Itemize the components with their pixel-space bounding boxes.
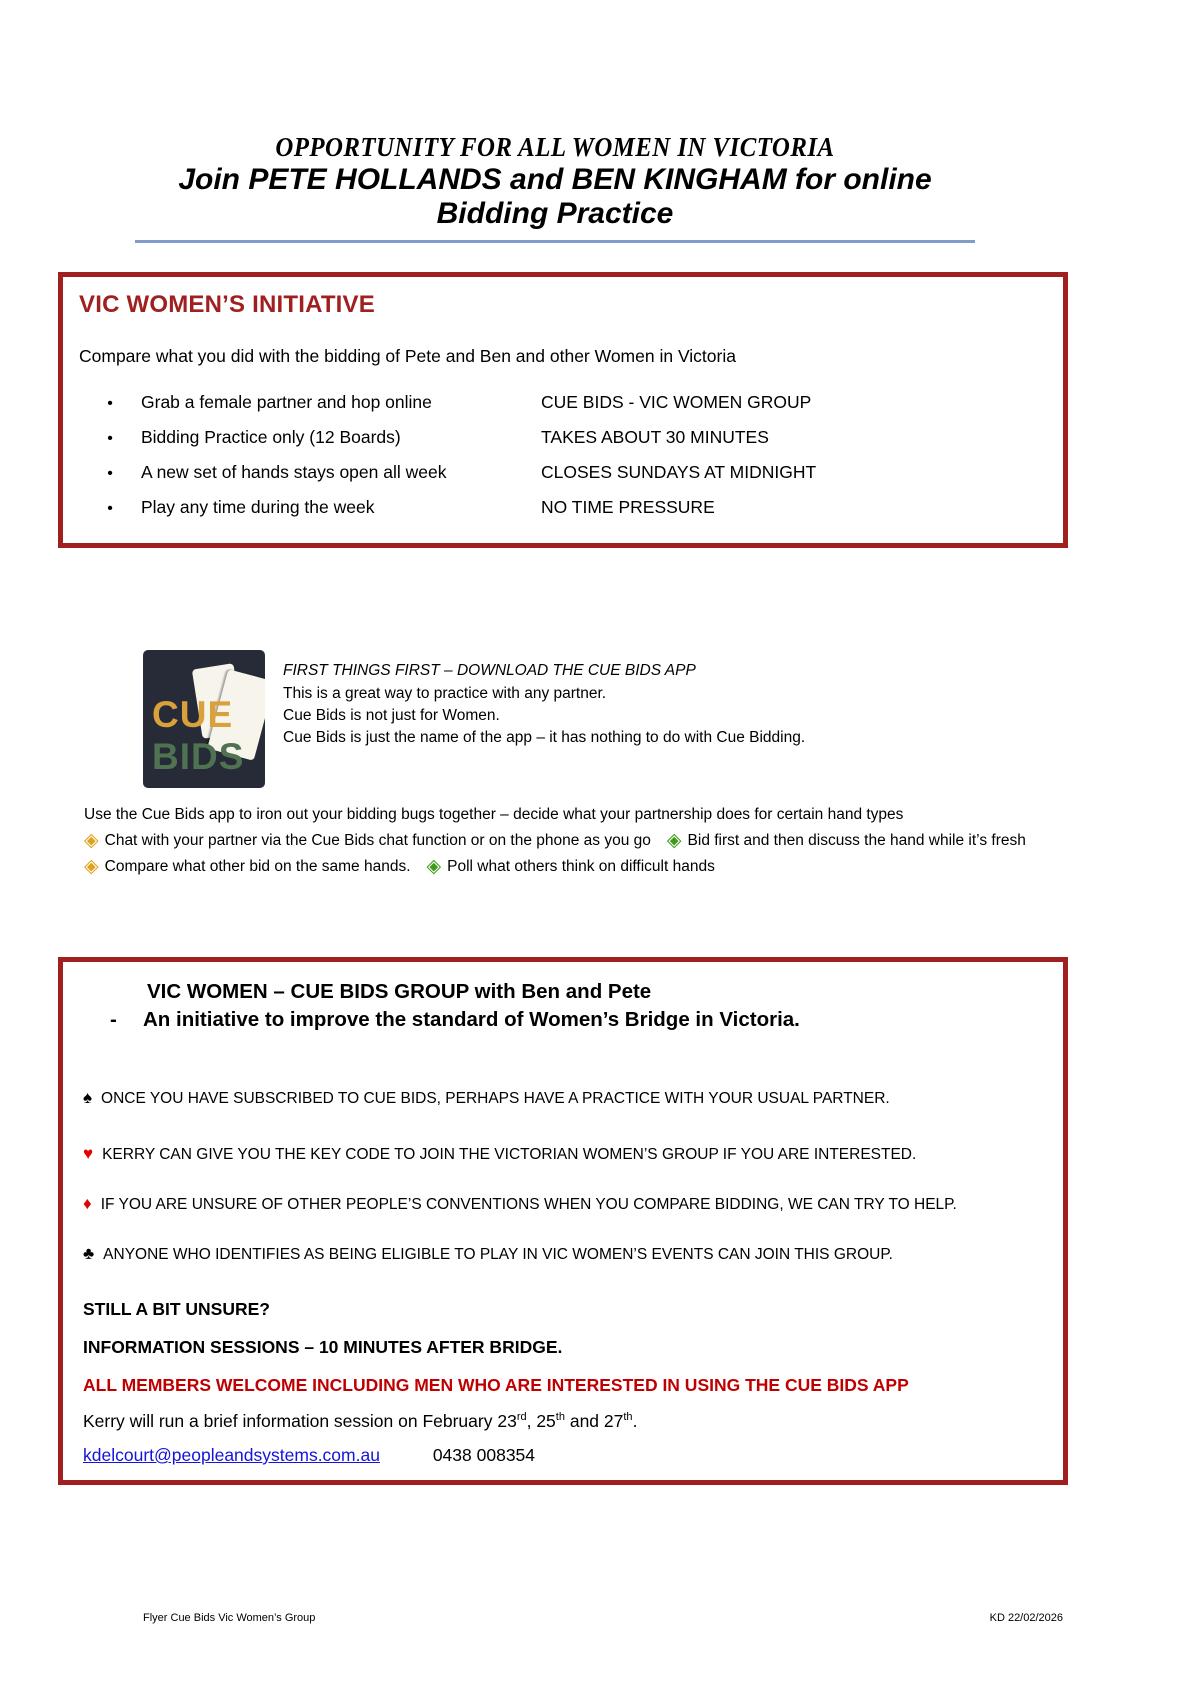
dash-marker: -: [110, 1008, 117, 1031]
session-text: and 27: [564, 1411, 624, 1431]
app-blurb-heading: FIRST THINGS FIRST – DOWNLOAD THE CUE BIDS APP: [283, 662, 696, 679]
all-members-line: ALL MEMBERS WELCOME INCLUDING MEN WHO ARE INTERESTED IN USING THE CUE BIDS APP: [83, 1375, 909, 1395]
group-heading: VIC WOMEN – CUE BIDS GROUP with Ben and Pete: [147, 980, 652, 1003]
eyebrow-title: [135, 132, 975, 163]
contact-line: [83, 1445, 1043, 1466]
title-block: [135, 132, 975, 243]
bullet-icon: •: [107, 500, 113, 517]
suit-point-text: ONCE YOU HAVE SUBSCRIBED TO CUE BIDS, PERHAPS HAVE A PRACTICE WITH YOUR USUAL PARTNER.: [101, 1090, 890, 1107]
bullet-icon: •: [107, 430, 113, 447]
page-title-line1: Join PETE HOLLANDS and BEN KINGHAM for online: [178, 163, 932, 196]
session-text: .: [632, 1411, 638, 1431]
gold-diamond-icon: ◈: [84, 856, 99, 877]
green-diamond-icon: ◈: [426, 856, 442, 877]
heart-icon: ♥: [83, 1144, 94, 1163]
sessions-line: INFORMATION SESSIONS – 10 MINUTES AFTER BRIDGE.: [83, 1337, 563, 1357]
suit-point: [83, 1144, 1043, 1164]
group-subheading: [83, 1008, 1043, 1032]
suit-point: [83, 1194, 1043, 1214]
unsure-line: STILL A BIT UNSURE?: [83, 1299, 270, 1319]
footer-version-date: KD 22/02/2026: [989, 1612, 1063, 1624]
bullet-left-text: Bidding Practice only (12 Boards): [141, 427, 401, 447]
tip-text: Poll what others think on difficult hands: [447, 857, 715, 875]
spade-icon: ♠: [83, 1088, 93, 1107]
logo-word-bids: BIDS: [152, 736, 245, 777]
email-link[interactable]: kdelcourt@peopleandsystems.com.au: [83, 1445, 380, 1465]
bullet-left-text: Grab a female partner and hop online: [141, 392, 432, 412]
bullet-right-text: CLOSES SUNDAYS AT MIDNIGHT: [541, 462, 817, 482]
app-blurb-line: Cue Bids is not just for Women.: [283, 707, 500, 724]
app-blurb: [283, 660, 805, 749]
bullet-row: [79, 427, 1047, 448]
session-text: , 25: [526, 1411, 556, 1431]
app-blurb-line: This is a great way to practice with any partner.: [283, 685, 607, 702]
bullet-left-text: A new set of hands stays open all week: [141, 462, 447, 482]
tip-text: Bid first and then discuss the hand while it’s fresh: [687, 831, 1026, 849]
bullet-right-text: TAKES ABOUT 30 MINUTES: [541, 427, 769, 447]
tips-row: [84, 857, 1144, 876]
ordinal-suffix: rd: [516, 1411, 527, 1424]
ordinal-suffix: th: [555, 1411, 565, 1424]
bullet-right-text: CUE BIDS - VIC WOMEN GROUP: [541, 392, 812, 412]
bullet-left-text: Play any time during the week: [141, 497, 375, 517]
suit-point: [83, 1088, 1043, 1108]
footer-document-title: Flyer Cue Bids Vic Women’s Group: [143, 1612, 316, 1624]
initiative-box: [58, 272, 1068, 548]
diamond-suit-icon: ♦: [83, 1194, 92, 1213]
green-diamond-icon: ◈: [666, 830, 682, 851]
tip-text: Compare what other bid on the same hands.: [104, 857, 411, 875]
bullet-right-text: NO TIME PRESSURE: [541, 497, 715, 517]
logo-word-cue: CUE: [152, 694, 234, 735]
initiative-heading: VIC WOMEN’S INITIATIVE: [79, 291, 375, 318]
suit-point-text: KERRY CAN GIVE YOU THE KEY CODE TO JOIN THE VICTORIAN WOMEN’S GROUP IF YOU ARE INTERESTED.: [102, 1146, 917, 1163]
initiative-bullet-list: [79, 392, 1047, 518]
tips-intro: Use the Cue Bids app to iron out your bidding bugs together – decide what your partnership does for certain hand types: [84, 806, 904, 823]
group-box: [58, 957, 1068, 1485]
cue-bids-logo: [143, 650, 265, 788]
app-blurb-line: Cue Bids is just the name of the app – it has nothing to do with Cue Bidding.: [283, 729, 806, 746]
suit-point-text: ANYONE WHO IDENTIFIES AS BEING ELIGIBLE TO PLAY IN VIC WOMEN’S EVENTS CAN JOIN THIS GROUP.: [103, 1246, 893, 1263]
tips-row: [84, 831, 1144, 850]
tip-text: Chat with your partner via the Cue Bids chat function or on the phone as you go: [104, 831, 651, 849]
bullet-row: [79, 497, 1047, 518]
bullet-icon: •: [107, 395, 113, 412]
info-session-block: [83, 1290, 1043, 1404]
gold-diamond-icon: ◈: [84, 830, 99, 851]
group-subheading-text: An initiative to improve the standard of Women’s Bridge in Victoria.: [143, 1008, 800, 1031]
ordinal-suffix: th: [623, 1411, 633, 1424]
bullet-row: [79, 392, 1047, 413]
bullet-row: [79, 462, 1047, 483]
tips-section: [84, 806, 1144, 876]
bullet-icon: •: [107, 465, 113, 482]
title-divider-rule: [135, 240, 975, 243]
page-title-line2: Bidding Practice: [436, 197, 674, 230]
suit-point: [83, 1244, 1043, 1264]
session-text: Kerry will run a brief information session on February 23: [83, 1411, 517, 1431]
club-icon: ♣: [83, 1244, 95, 1263]
suit-point-text: IF YOU ARE UNSURE OF OTHER PEOPLE’S CONVENTIONS WHEN YOU COMPARE BIDDING, WE CAN TRY TO HELP.: [100, 1196, 957, 1213]
eyebrow-title-text: OPPORTUNITY FOR ALL WOMEN IN VICTORIA: [275, 132, 835, 162]
initiative-intro: Compare what you did with the bidding of Pete and Ben and other Women in Victoria: [79, 346, 736, 366]
session-dates-line: [83, 1411, 1043, 1432]
phone-number: 0438 008354: [432, 1445, 536, 1465]
